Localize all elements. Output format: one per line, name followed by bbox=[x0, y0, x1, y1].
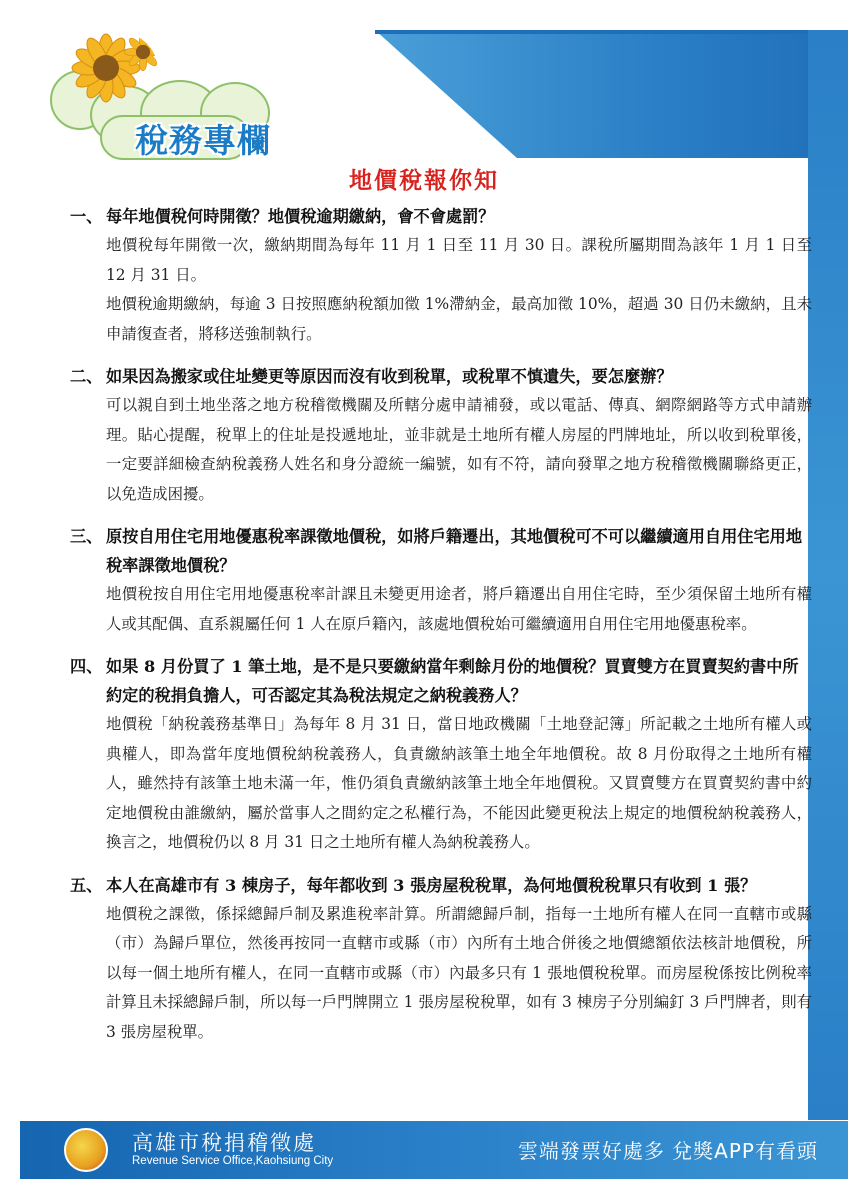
qa-item bbox=[70, 871, 812, 1048]
section-title: 稅務專欄 bbox=[135, 121, 271, 160]
question-text: 如果 8 月份買了 1 筆土地，是不是只要繳納當年剩餘月份的地價稅？買賣雙方在買賣契約書中所約定的稅捐負擔人，可否認定其為稅法規定之納稅義務人？ bbox=[106, 657, 799, 705]
answer-paragraph: 地價稅按自用住宅用地優惠稅率計課且未變更用途者，將戶籍遷出自用住宅時，至少須保留土地所有權人或其配偶、直系親屬任何 1 人在原戶籍內，該處地價稅始可繼續適用自用住宅用地優惠稅率。 bbox=[106, 585, 812, 633]
qa-item bbox=[70, 522, 812, 639]
header-blue-line bbox=[375, 30, 848, 34]
question bbox=[70, 871, 812, 900]
question bbox=[70, 202, 812, 231]
footer-banner bbox=[20, 1121, 848, 1179]
question-text: 如果因為搬家或住址變更等原因而沒有收到稅單，或稅單不慎遺失，要怎麼辦？ bbox=[106, 367, 673, 386]
question-text: 每年地價稅何時開徵？地價稅逾期繳納，會不會處罰？ bbox=[106, 207, 495, 226]
answer-paragraph: 地價稅之課徵，係採總歸戶制及累進稅率計算。所謂總歸戶制，指每一土地所有權人在同一直轄市或縣（市）為歸戶單位，然後再按同一直轄市或縣（市）內所有土地合併後之地價總額依法核計地價稅，所以每一個土地所有權人，在同一直轄市或縣（市）內最多只有 1 張地價稅稅單。而房屋稅係按比例稅率計算且未採總歸戶制，所以每一戶門牌開立 1 張房屋稅稅單，如有 3 棟房子分別編釘 3 戶門牌者，則有 3 張房屋稅單。 bbox=[106, 904, 812, 1041]
question bbox=[70, 362, 812, 391]
header-blue-banner bbox=[375, 30, 848, 158]
question bbox=[70, 522, 812, 580]
question-number: 五、 bbox=[70, 875, 103, 895]
qa-item bbox=[70, 652, 812, 858]
org-name: 高雄市稅捐稽徵處 bbox=[132, 1131, 316, 1155]
answer-paragraph: 地價稅每年開徵一次，繳納期間為每年 11 月 1 日至 11 月 30 日。課稅所屬期間為該年 1 月 1 日至 12 月 31 日。 bbox=[106, 236, 812, 284]
question-number: 四、 bbox=[70, 657, 103, 676]
page-title: 地價稅報你知 bbox=[349, 168, 499, 194]
mascot-logo-icon bbox=[64, 1128, 108, 1172]
answer-paragraph: 地價稅逾期繳納，每逾 3 日按照應納稅額加徵 1%滯納金，最高加徵 10%，超過 30 日仍未繳納，且未申請復查者，將移送強制執行。 bbox=[106, 295, 812, 343]
qa-list bbox=[70, 202, 812, 1060]
question-text: 本人在高雄市有 3 棟房子，每年都收到 3 張房屋稅稅單，為何地價稅稅單只有收到 1 張？ bbox=[106, 875, 757, 895]
answer-paragraph: 地價稅「納稅義務基準日」為每年 8 月 31 日，當日地政機關「土地登記簿」所記載之土地所有權人或典權人，即為當年度地價稅納稅義務人，負責繳納該筆土地全年地價稅。故 8 月份取得之土地所有權人，雖然持有該筆土地未滿一年，惟仍須負責繳納該筆土地全年地價稅。又買賣雙方在買賣契約書中約定地價稅由誰繳納，屬於當事人之間約定之私權行為，不能因此變更稅法上規定的地價稅納稅義務人，換言之，地價稅仍以 8 月 31 日之土地所有權人為納稅義務人。 bbox=[106, 715, 812, 851]
answer-paragraph: 可以親自到土地坐落之地方稅稽徵機關及所轄分處申請補發，或以電話、傳真、網際網路等方式申請辦理。貼心提醒，稅單上的住址是投遞地址，並非就是土地所有權人房屋的門牌地址，所以收到稅單後，一定要詳細檢查納稅義務人姓名和身分證統一編號，如有不符，請向發單之地方稅稽徵機關聯絡更正，以免造成困擾。 bbox=[106, 396, 812, 503]
qa-item bbox=[70, 362, 812, 509]
question-number: 二、 bbox=[70, 367, 103, 386]
section-header-logo bbox=[40, 30, 290, 160]
org-name-english: Revenue Service Office,Kaohsiung City bbox=[132, 1155, 334, 1167]
question bbox=[70, 652, 812, 710]
question-number: 三、 bbox=[70, 527, 103, 546]
qa-item bbox=[70, 202, 812, 349]
question-text: 原按自用住宅用地優惠稅率課徵地價稅，如將戶籍遷出，其地價稅可不可以繼續適用自用住宅用地稅率課徵地價稅？ bbox=[106, 527, 803, 575]
sunflower-icon bbox=[68, 30, 158, 110]
footer-slogan: 雲端發票好處多 兌獎APP有看頭 bbox=[517, 1139, 818, 1163]
question-number: 一、 bbox=[70, 207, 103, 226]
